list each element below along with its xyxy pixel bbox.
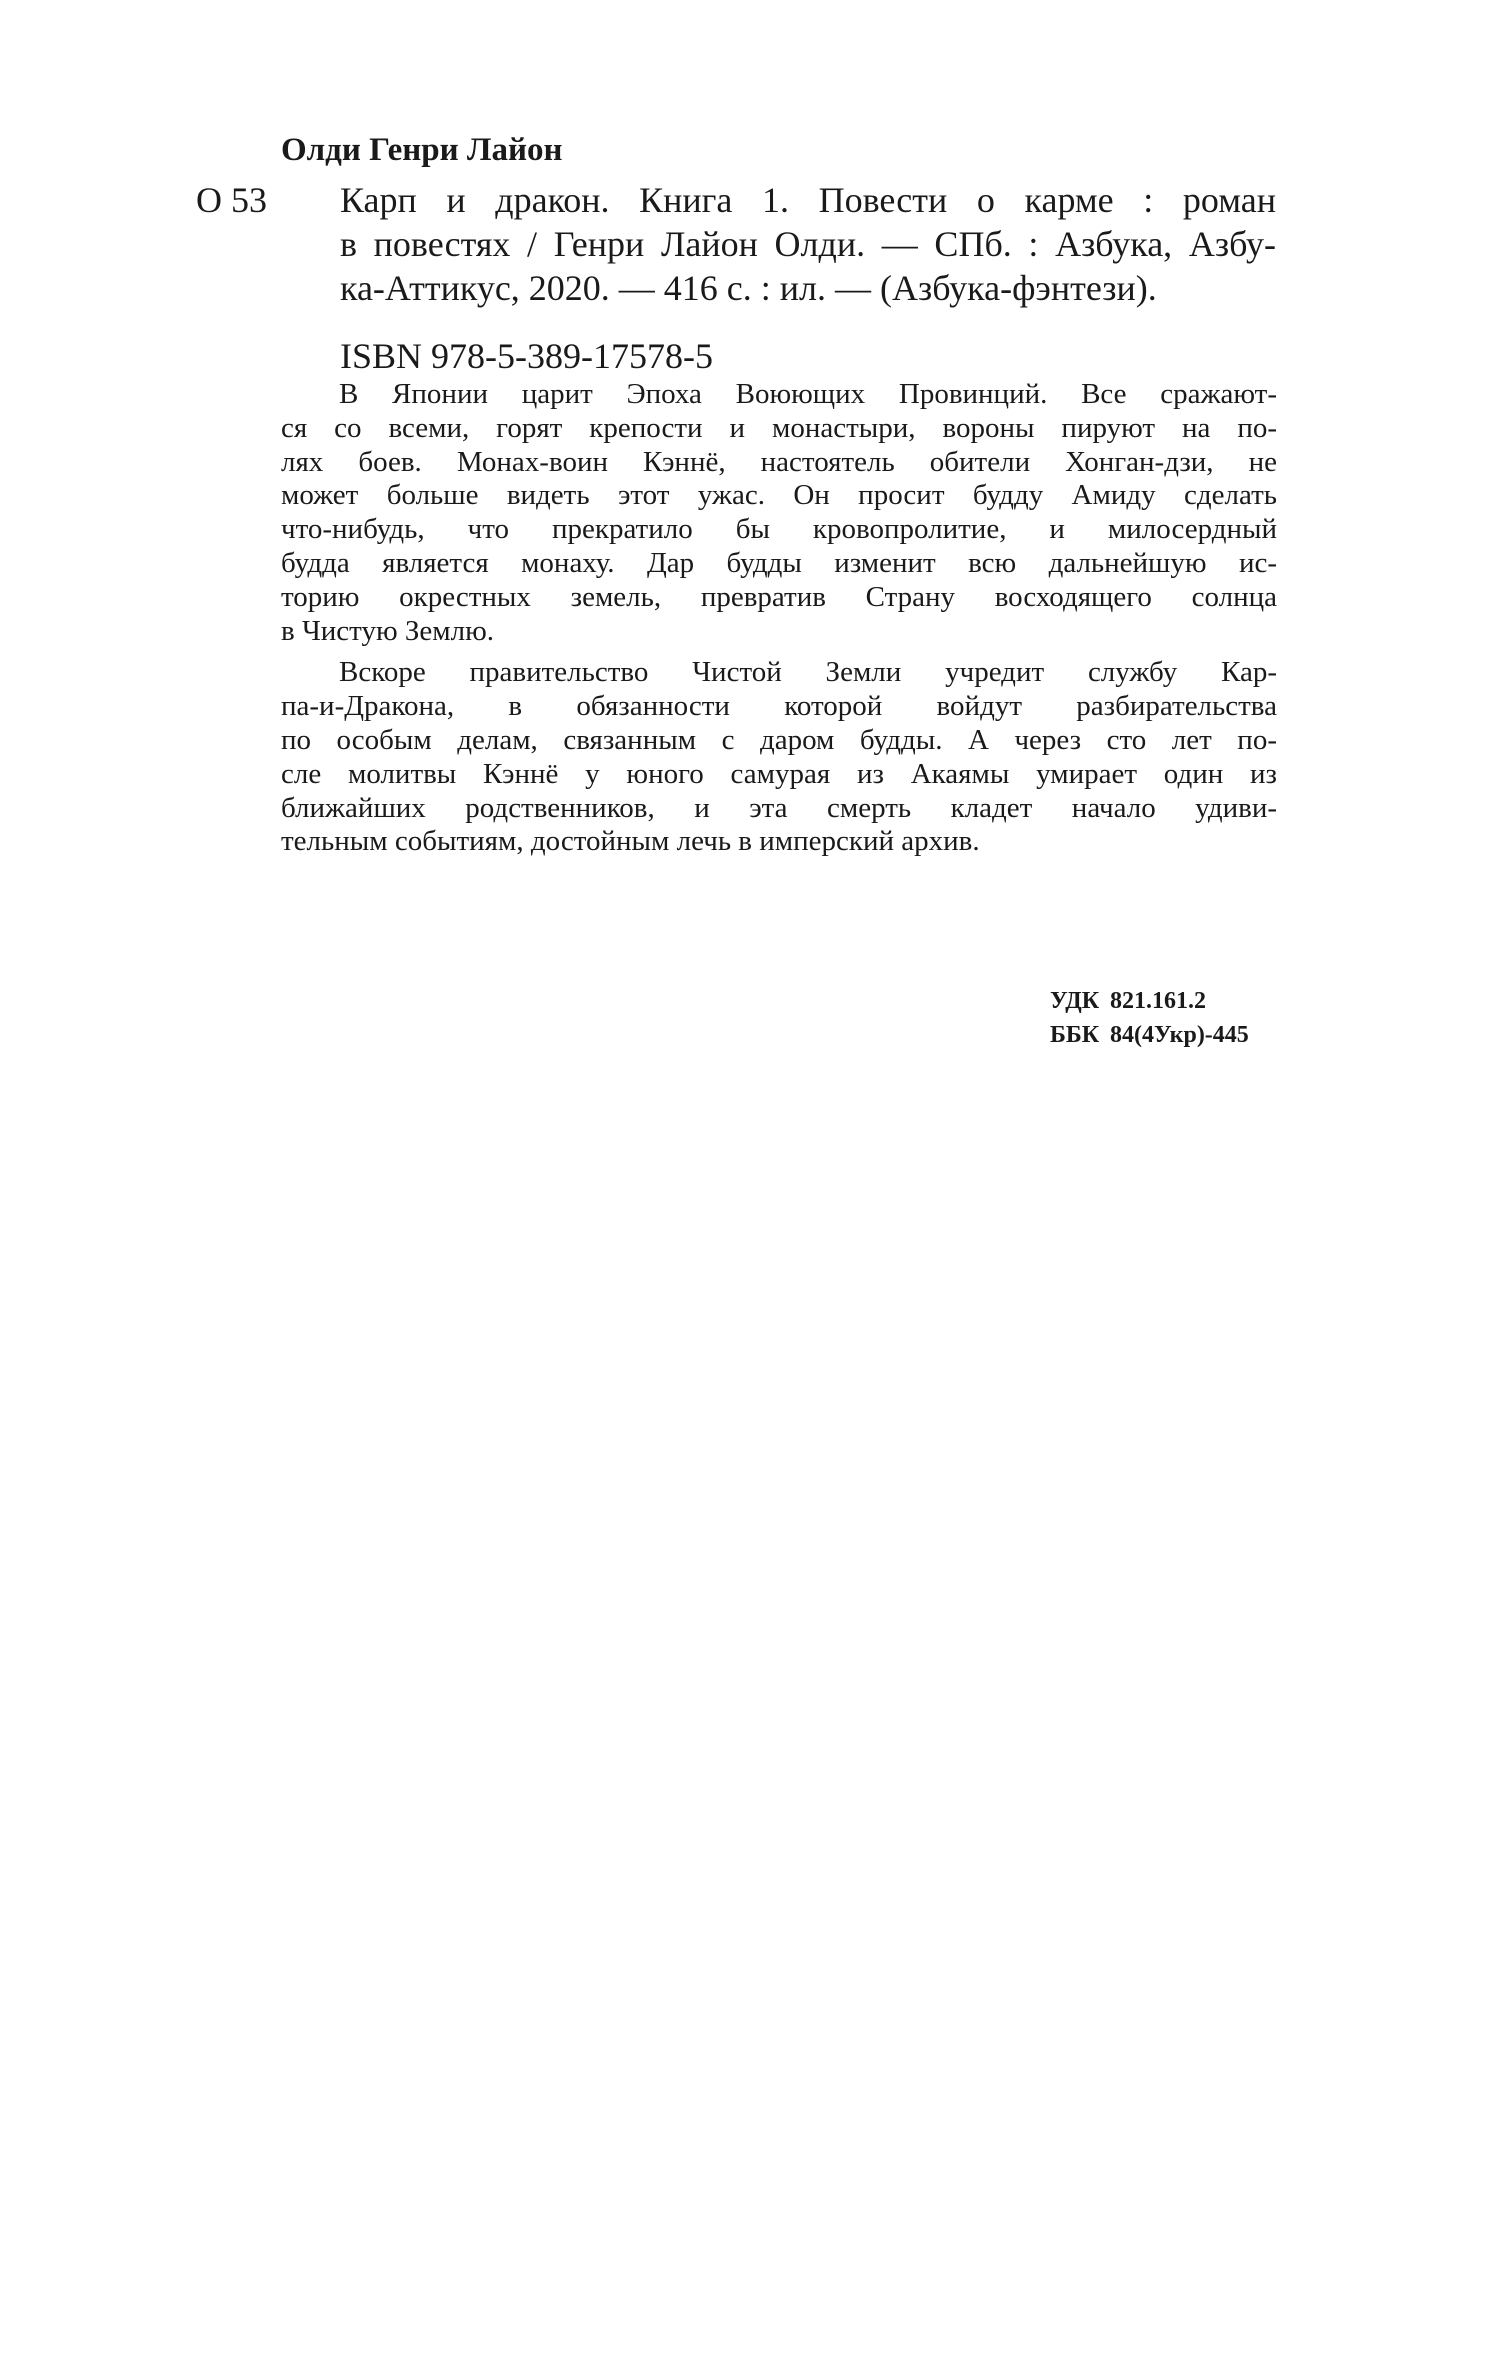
title-line: в повестях / Генри Лайон Олди. — СПб. : Азбука, Азбу- (340, 224, 1276, 264)
annotation-line: В Японии царит Эпоха Воюющих Провинций. Все сражают- (339, 378, 1277, 410)
annotation-line: в Чистую Землю. (281, 614, 495, 647)
title-line: ка-Аттикус, 2020. — 416 с. : ил. — (Азбука-фэнтези). (340, 268, 1157, 308)
annotation-line: может больше видеть этот ужас. Он просит будду Амиду сделать (281, 479, 1277, 512)
udk-row (1050, 984, 1277, 1018)
bbk-value: 84(4Укр)-445 (1110, 1022, 1249, 1048)
annotation-paragraph-1 (281, 378, 1277, 648)
isbn: ISBN 978-5-389-17578-5 (340, 336, 713, 376)
annotation-line: торию окрестных земель, превратив Страну восходящего солнца (281, 580, 1277, 613)
annotation-line: сле молитвы Кэннё у юного самурая из Акаямы умирает один из (281, 757, 1277, 790)
annotation-line: что-нибудь, что прекратило бы кровопролитие, и милосердный (281, 513, 1277, 546)
annotation-line: Вскоре правительство Чистой Земли учредит службу Кар- (339, 656, 1277, 689)
bibliographic-description (340, 178, 1276, 310)
annotation-line: ближайших родственников, и эта смерть кладет начало удиви- (281, 791, 1277, 824)
title-line: Карп и дракон. Книга 1. Повести о карме : роман (340, 180, 1276, 220)
annotation-line: лях боев. Монах-воин Кэннё, настоятель обители Хонган-дзи, не (281, 445, 1277, 478)
classification-codes (1050, 984, 1277, 1052)
udk-value: 821.161.2 (1110, 988, 1206, 1014)
annotation-paragraph-2 (281, 656, 1277, 859)
author-heading: Олди Генри Лайон (281, 132, 563, 168)
bbk-row (1050, 1018, 1277, 1052)
annotation-line: па-и-Дракона, в обязанности которой войдут разбирательства (281, 690, 1277, 723)
annotation-line: ся со всеми, горят крепости и монастыри, вороны пируют на по- (281, 411, 1277, 444)
author-code: О 53 (196, 180, 267, 220)
annotation-line: тельным событиям, достойным лечь в имперский архив. (281, 825, 980, 858)
udk-label: УДК (1050, 988, 1100, 1014)
annotation-line: по особым делам, связанным с даром будды. А через сто лет по- (281, 723, 1277, 756)
annotation (281, 378, 1277, 859)
bbk-label: ББК (1050, 1022, 1100, 1048)
annotation-line: будда является монаху. Дар будды изменит всю дальнейшую ис- (281, 546, 1277, 579)
